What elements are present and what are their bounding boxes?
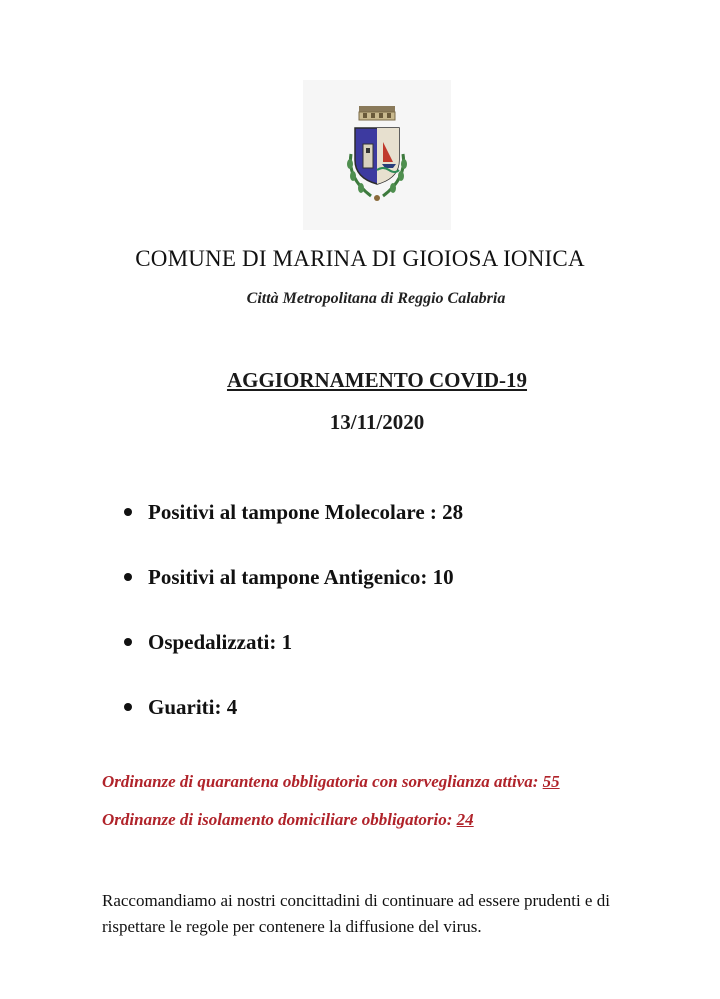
municipality-title: COMUNE DI MARINA DI GIOIOSA IONICA <box>135 246 585 271</box>
closing-recommendation: Raccomandiamo ai nostri concittadini di continuare ad essere prudenti e di rispettare le regole per contenere la diffusione del virus. <box>102 891 610 936</box>
municipal-crest-logo <box>303 80 451 230</box>
list-item <box>118 497 463 562</box>
crest-icon <box>341 104 413 204</box>
isolation-orders-label: Ordinanze di isolamento domiciliare obbligatorio: <box>102 810 457 829</box>
metropolitan-city-subtitle: Città Metropolitana di Reggio Calabria <box>246 290 506 307</box>
stat-recovered: Guariti: 4 <box>148 695 238 719</box>
bullet-icon <box>124 703 132 711</box>
list-item <box>118 692 463 757</box>
bullet-icon <box>124 573 132 581</box>
isolation-orders-value: 24 <box>456 810 474 829</box>
quarantine-orders <box>102 772 560 792</box>
bullet-icon <box>124 638 132 646</box>
bulletin-date: 13/11/2020 <box>329 410 425 434</box>
stat-antigen-positives: Positivi al tampone Antigenico: 10 <box>148 565 454 589</box>
covid-stats-list <box>118 497 463 757</box>
list-item <box>118 627 463 692</box>
isolation-orders <box>102 810 474 830</box>
stat-hospitalized: Ospedalizzati: 1 <box>148 630 293 654</box>
list-item <box>118 562 463 627</box>
bulletin-heading: AGGIORNAMENTO COVID-19 <box>226 368 528 392</box>
stat-molecular-positives: Positivi al tampone Molecolare : 28 <box>148 500 464 524</box>
quarantine-orders-label: Ordinanze di quarantena obbligatoria con sorveglianza attiva: <box>102 772 543 791</box>
quarantine-orders-value: 55 <box>542 772 560 791</box>
bullet-icon <box>124 508 132 516</box>
